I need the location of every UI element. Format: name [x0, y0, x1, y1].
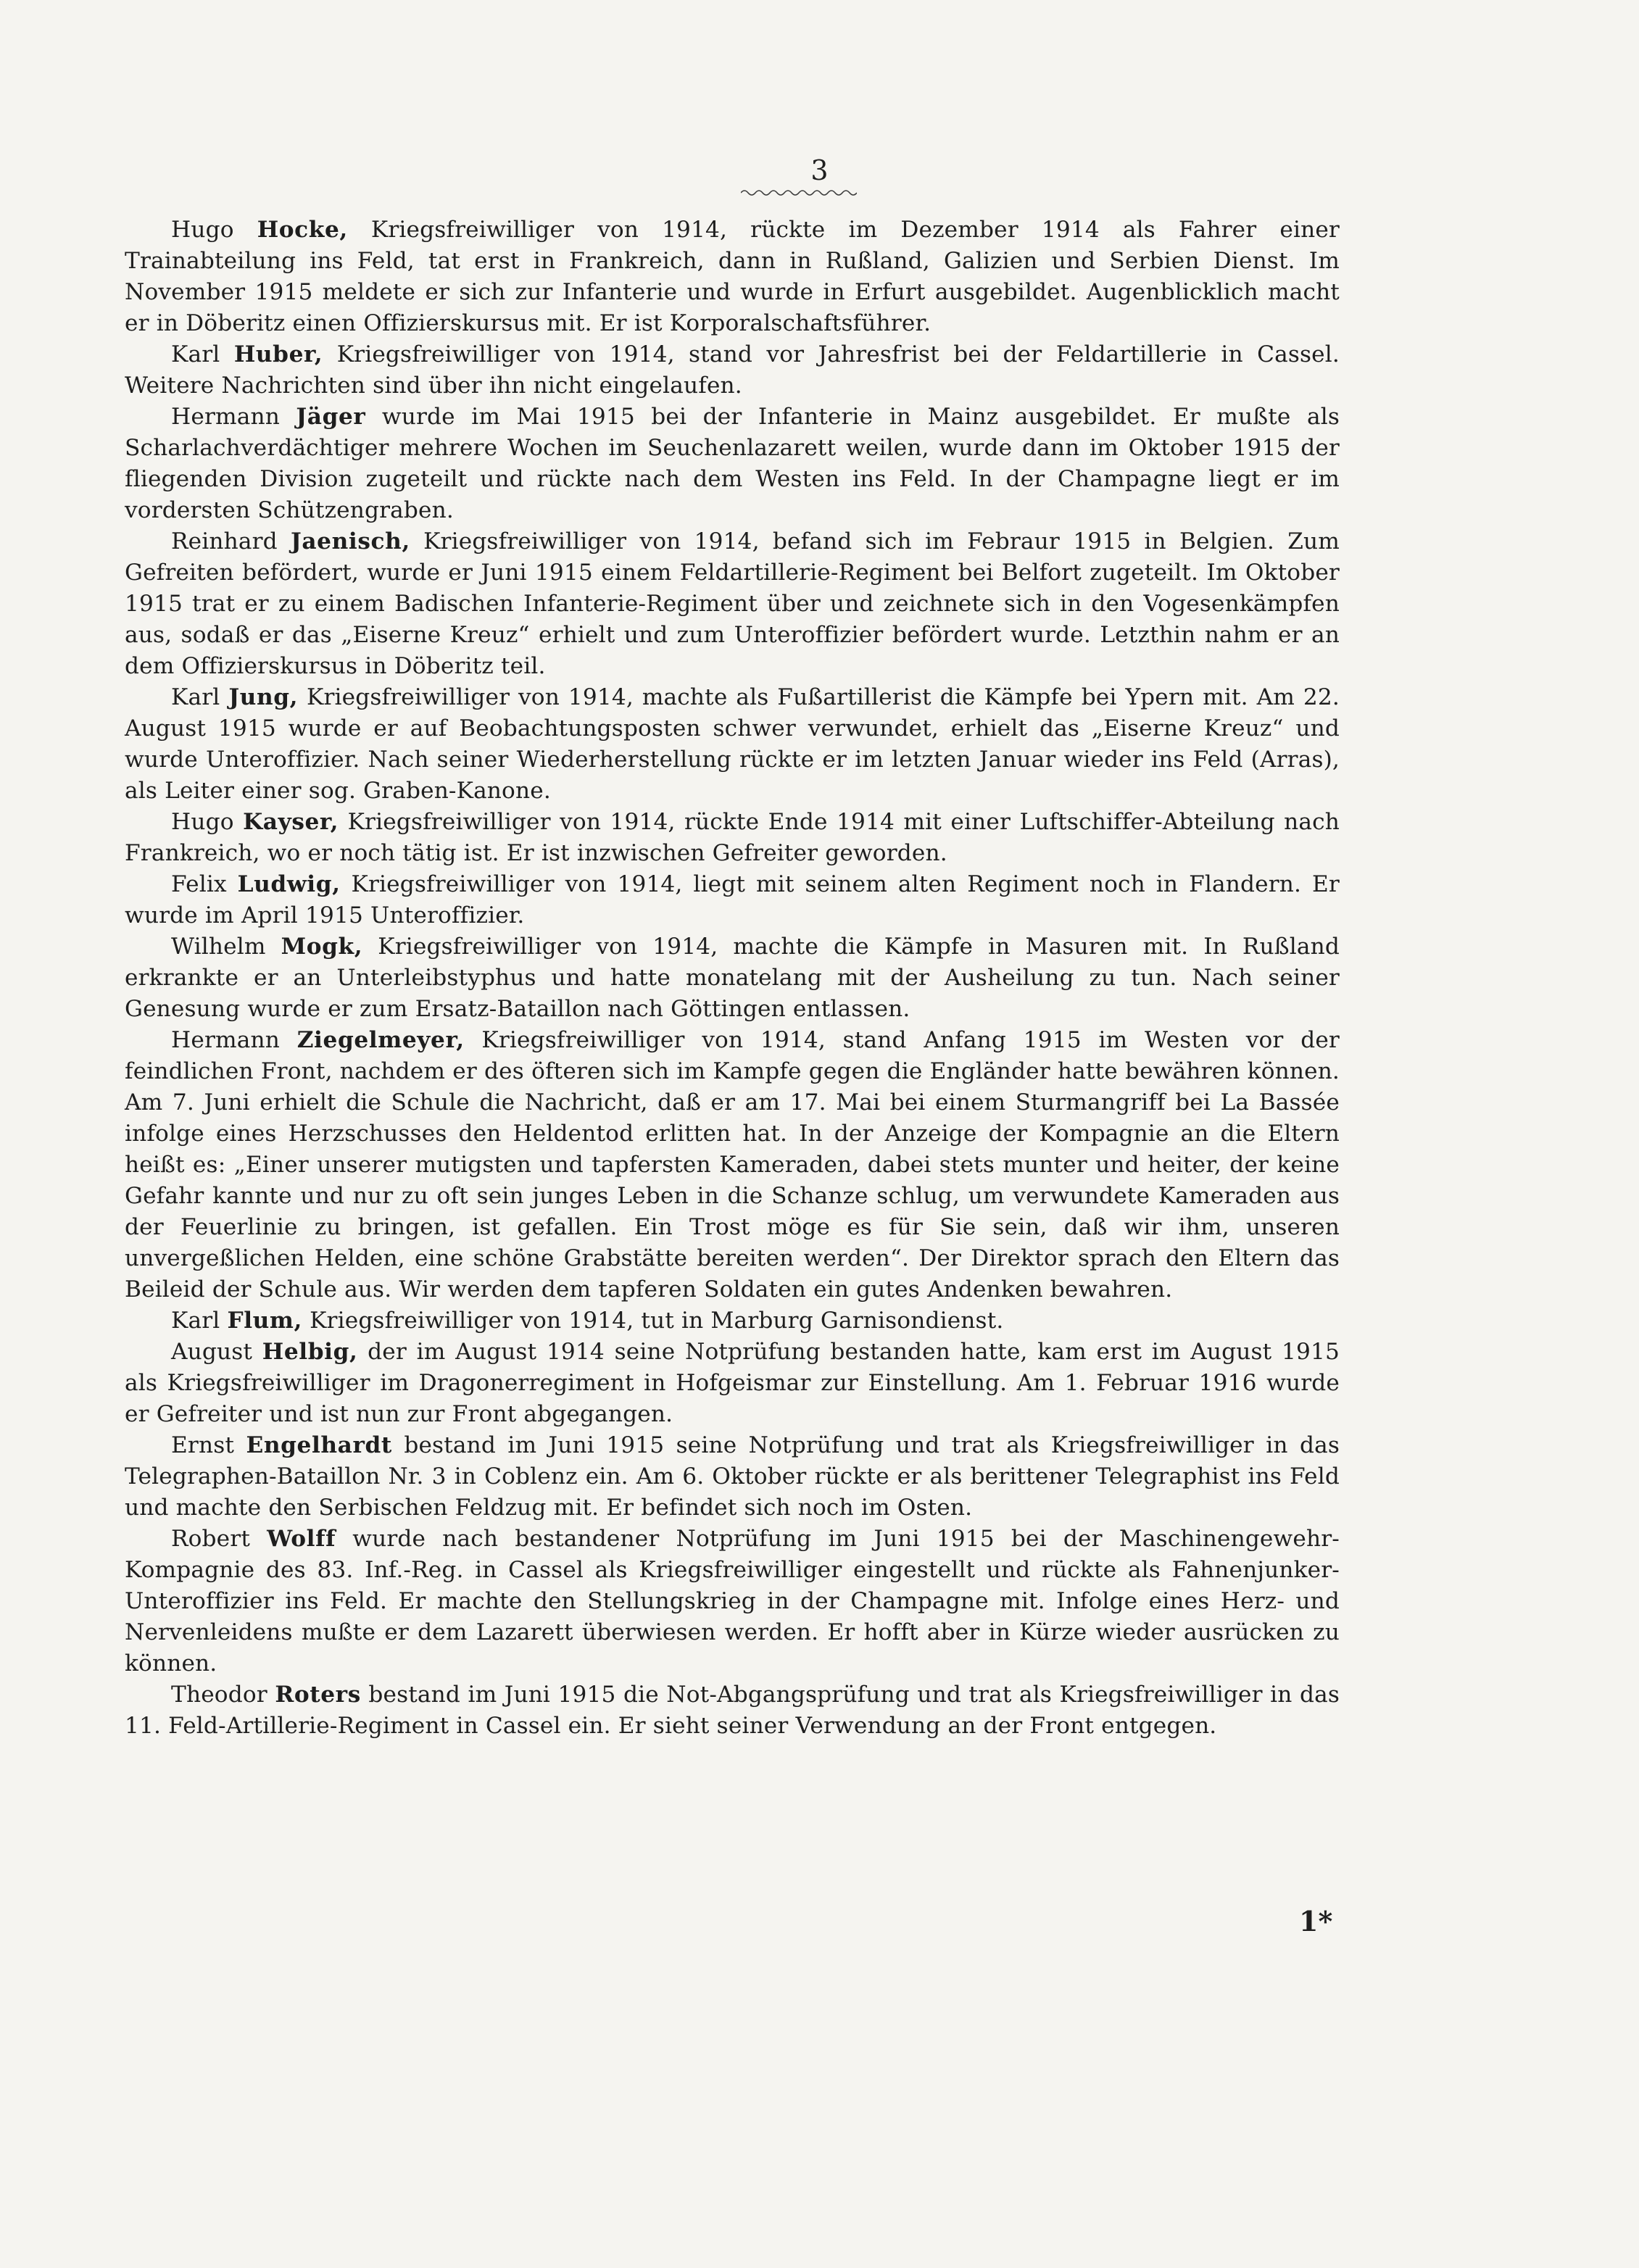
entry-paragraph: [125, 1679, 1340, 1742]
entry-first-name: Theodor: [171, 1682, 267, 1708]
entry-first-name: Reinhard: [171, 528, 278, 554]
entry-text: Kriegsfreiwilliger von 1914, rückte im Dezember 1914 als Fahrer einer Trainabteilung ins Feld, tat erst in Frankreich, dann in Rußland, Galizien und Serbien Dienst. Im November 1915 meldete er sich zur Infanterie und wurde in Erfurt ausgebildet. Augenblicklich macht er in Döberitz einen Offizierskursus mit. Er ist Korporalschaftsführer.: [125, 217, 1340, 336]
entry-surname: Flum,: [227, 1308, 302, 1334]
entry-paragraph: [125, 807, 1340, 869]
entry-surname: Roters: [275, 1682, 361, 1708]
entry-text: bestand im Juni 1915 die Not-Abgangsprüfung und trat als Kriegsfreiwilliger in das 11. Feld-Artillerie-Regiment in Cassel ein. Er sieht seiner Verwendung an der Front entgegen.: [125, 1682, 1340, 1739]
entry-surname: Helbig,: [262, 1339, 358, 1365]
entry-first-name: Karl: [171, 341, 220, 367]
entry-paragraph: [125, 339, 1340, 402]
entry-text: Kriegsfreiwilliger von 1914, tut in Marburg Garnisondienst.: [310, 1308, 1004, 1334]
entry-text: Kriegsfreiwilliger von 1914, rückte Ende 1914 mit einer Luftschiffer-Abteilung nach Frankreich, wo er noch tätig ist. Er ist inzwischen Gefreiter geworden.: [125, 809, 1340, 866]
entry-paragraph: [125, 682, 1340, 807]
entry-surname: Jung,: [228, 684, 299, 710]
entry-first-name: Hermann: [171, 1027, 280, 1053]
entry-surname: Kayser,: [243, 809, 339, 835]
entry-paragraph: [125, 1025, 1340, 1305]
entry-surname: Hocke,: [257, 217, 348, 243]
entry-first-name: Karl: [171, 684, 220, 710]
entry-paragraph: [125, 1524, 1340, 1679]
entry-paragraph: [125, 526, 1340, 682]
entry-text: Kriegsfreiwilliger von 1914, machte die Kämpfe in Masuren mit. In Rußland erkrankte er an Unterleibstyphus und hatte monatelang mit der Ausheilung zu tun. Nach seiner Genesung wurde er zum Ersatz-Bataillon nach Göttingen entlassen.: [125, 934, 1340, 1022]
entry-text: Kriegsfreiwilliger von 1914, befand sich im Febraur 1915 in Belgien. Zum Gefreiten befördert, wurde er Juni 1915 einem Feldartillerie-Regiment bei Belfort zugeteilt. Im Oktober 1915 trat er zu einem Badischen Infanterie-Regiment über und zeichnete sich in den Vogesenkämpfen aus, sodaß er das „Eiserne Kreuz“ erhielt und zum Unteroffizier befördert wurde. Letzthin nahm er an dem Offizierskursus in Döberitz teil.: [125, 528, 1340, 679]
entry-surname: Jaenisch,: [291, 528, 410, 554]
entry-surname: Huber,: [233, 341, 323, 367]
entry-text: Kriegsfreiwilliger von 1914, stand Anfang 1915 im Westen vor der feindlichen Front, nachdem er des öfteren sich im Kampfe gegen die Engländer hatte bewähren können. Am 7. Juni erhielt die Schule die Nachricht, daß er am 17. Mai bei einem Sturmangriff bei La Bassée infolge eines Herzschusses den Heldentod erlitten hat. In der Anzeige der Kompagnie an die Eltern heißt es: „Einer unserer mutigsten und tapfersten Kameraden, dabei stets munter und heiter, der keine Gefahr kannte und nur zu oft sein junges Leben in die Schanze schlug, um verwundete Kameraden aus der Feuerlinie zu bringen, ist gefallen. Ein Trost möge es für Sie sein, daß wir ihm, unseren unvergeßlichen Helden, eine schöne Grabstätte bereiten werden“. Der Direktor sprach den Eltern das Beileid der Schule aus. Wir werden dem tapferen Soldaten ein gutes Andenken bewahren.: [125, 1027, 1340, 1303]
entry-surname: Engelhardt: [246, 1432, 392, 1458]
entry-paragraph: [125, 1430, 1340, 1524]
entry-text: wurde im Mai 1915 bei der Infanterie in Mainz ausgebildet. Er mußte als Scharlachverdächtiger mehrere Wochen im Seuchenlazarett weilen, wurde dann im Oktober 1915 der fliegenden Division zugeteilt und rückte nach dem Westen ins Feld. In der Champagne liegt er im vordersten Schützengraben.: [125, 404, 1340, 523]
entry-first-name: August: [171, 1339, 253, 1365]
entry-paragraph: [125, 869, 1340, 931]
entry-first-name: Wilhelm: [171, 934, 266, 960]
entry-paragraph: [125, 1305, 1340, 1337]
entry-paragraph: [125, 931, 1340, 1025]
entry-paragraph: [125, 1337, 1340, 1430]
entry-first-name: Felix: [171, 871, 227, 897]
entry-text: Kriegsfreiwilliger von 1914, stand vor Jahresfrist bei der Feldartillerie in Cassel. Weitere Nachrichten sind über ihn nicht eingelaufen.: [125, 341, 1340, 399]
entry-first-name: Robert: [171, 1526, 251, 1552]
signature-mark: 1*: [1299, 1905, 1333, 1937]
entry-first-name: Hugo: [171, 809, 234, 835]
entry-surname: Mogk,: [281, 934, 363, 960]
entry-paragraph: [125, 215, 1340, 339]
entry-surname: Ludwig,: [237, 871, 341, 897]
entry-text: Kriegsfreiwilliger von 1914, liegt mit seinem alten Regiment noch in Flandern. Er wurde im April 1915 Unteroffizier.: [125, 871, 1340, 929]
entry-text: wurde nach bestandener Notprüfung im Juni 1915 bei der Maschinengewehr-Kompagnie des 83. Inf.-Reg. in Cassel als Kriegsfreiwilliger eingestellt und rückte als Fahnenjunker-Unteroffizier ins Feld. Er machte den Stellungskrieg in der Champagne mit. Infolge eines Herz- und Nervenleidens mußte er dem Lazarett überwiesen werden. Er hofft aber in Kürze wieder ausrücken zu können.: [125, 1526, 1340, 1677]
entry-first-name: Karl: [171, 1308, 220, 1334]
page-number: 3: [810, 154, 829, 186]
wavy-ornament: [741, 187, 857, 199]
entry-surname: Ziegelmeyer,: [296, 1027, 465, 1053]
entry-paragraph: [125, 402, 1340, 526]
entry-first-name: Hugo: [171, 217, 234, 243]
entry-first-name: Hermann: [171, 404, 280, 430]
body-text: [125, 215, 1340, 1742]
entry-first-name: Ernst: [171, 1432, 235, 1458]
entry-text: der im August 1914 seine Notprüfung bestanden hatte, kam erst im August 1915 als Kriegsfreiwilliger im Dragonerregiment in Hofgeismar zur Einstellung. Am 1. Februar 1916 wurde er Gefreiter und ist nun zur Front abgegangen.: [125, 1339, 1340, 1427]
entry-surname: Wolff: [267, 1526, 336, 1552]
entry-text: Kriegsfreiwilliger von 1914, machte als Fußartillerist die Kämpfe bei Ypern mit. Am 22. August 1915 wurde er auf Beobachtungsposten schwer verwundet, erhielt das „Eiserne Kreuz“ und wurde Unteroffizier. Nach seiner Wiederherstellung rückte er im letzten Januar wieder ins Feld (Arras), als Leiter einer sog. Graben-Kanone.: [125, 684, 1340, 804]
entry-surname: Jäger: [296, 404, 366, 430]
entry-text: bestand im Juni 1915 seine Notprüfung und trat als Kriegsfreiwilliger in das Telegraphen-Bataillon Nr. 3 in Coblenz ein. Am 6. Oktober rückte er als berittener Telegraphist ins Feld und machte den Serbischen Feldzug mit. Er befindet sich noch im Osten.: [125, 1432, 1340, 1521]
